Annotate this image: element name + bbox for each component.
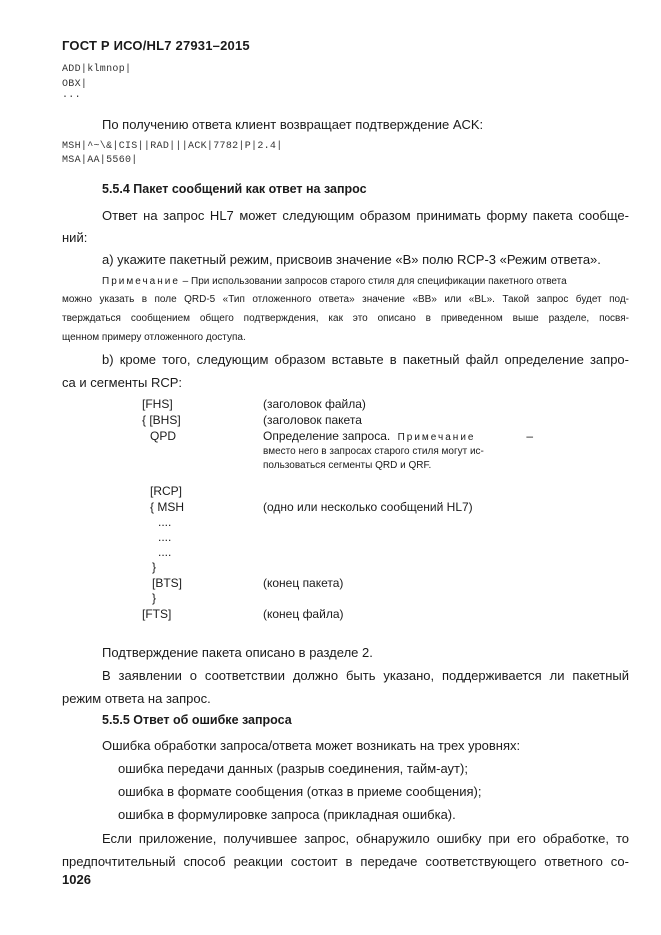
segment-label: { MSH bbox=[150, 500, 185, 514]
paragraph-line: Подтверждение пакета описано в разделе 2. bbox=[102, 645, 373, 660]
document-header: ГОСТ Р ИСО/HL7 27931–2015 bbox=[62, 38, 250, 53]
note-line: можно указать в поле QRD-5 «Тип отложенного ответа» значение «BB» или «BL». Такой запрос будет под- bbox=[62, 294, 629, 305]
qpd-note-dash: – bbox=[526, 429, 533, 443]
error-level-item: ошибка в формате сообщения (отказ в приеме сообщения); bbox=[118, 784, 482, 799]
segment-label: QPD bbox=[150, 429, 177, 443]
paragraph-line: са и сегменты RCP: bbox=[62, 375, 183, 390]
segment-description: (заголовок файла) bbox=[263, 397, 366, 411]
list-item-a: а) укажите пакетный режим, присвоив значение «В» полю RCP-3 «Режим ответа». bbox=[102, 252, 601, 267]
segment-description: (одно или несколько сообщений HL7) bbox=[263, 500, 473, 514]
note-line bbox=[102, 273, 567, 291]
code-line: OBX| bbox=[62, 79, 88, 90]
segment-label: { [BHS] bbox=[142, 413, 181, 427]
page-number: 1026 bbox=[62, 872, 91, 887]
list-item-b: b) кроме того, следующим образом вставьте в пакетный файл определение запро- bbox=[102, 352, 629, 367]
segment-label: .... bbox=[158, 515, 172, 529]
segment-label: .... bbox=[158, 545, 172, 559]
section-heading-5-5-4: 5.5.4 Пакет сообщений как ответ на запрос bbox=[102, 182, 367, 196]
segment-label: } bbox=[152, 591, 157, 605]
paragraph-line: Если приложение, получившее запрос, обнаружило ошибку при его обработке, то bbox=[102, 831, 629, 846]
segment-label: .... bbox=[158, 530, 172, 544]
segment-description: (конец файла) bbox=[263, 607, 344, 621]
note-line: тверждаться сообщением общего подтверждения, как это описано в приведенном выше разделе, посвя- bbox=[62, 313, 629, 324]
code-line: ... bbox=[62, 90, 81, 101]
error-level-item: ошибка передачи данных (разрыв соединения, тайм-аут); bbox=[118, 761, 468, 776]
segment-label: [RCP] bbox=[150, 484, 183, 498]
note-line: щенном примеру отложенного доступа. bbox=[62, 332, 246, 343]
segment-label: [FTS] bbox=[142, 607, 172, 621]
code-line: ADD|klmnop| bbox=[62, 64, 132, 75]
note-label: Примечание bbox=[102, 276, 180, 287]
paragraph-line: Ошибка обработки запроса/ответа может возникать на трех уровнях: bbox=[102, 738, 521, 753]
segment-label: [FHS] bbox=[142, 397, 173, 411]
qpd-description: Определение запроса. bbox=[263, 429, 391, 443]
qpd-note-line: вместо него в запросах старого стиля могут ис- bbox=[263, 446, 484, 457]
paragraph-line: Ответ на запрос HL7 может следующим образом принимать форму пакета сообще- bbox=[102, 208, 629, 223]
paragraph-line: режим ответа на запрос. bbox=[62, 691, 211, 706]
segment-label: [BTS] bbox=[152, 576, 183, 590]
code-line: MSH|^~\&|CIS||RAD|||ACK|7782|P|2.4| bbox=[62, 141, 283, 152]
paragraph-line: ний: bbox=[62, 230, 88, 245]
paragraph-ack: По получению ответа клиент возвращает подтверждение ACK: bbox=[102, 117, 484, 132]
segment-description: (конец пакета) bbox=[263, 576, 344, 590]
paragraph-line: предпочтительный способ реакции состоит в передаче соответствующего ответного со- bbox=[62, 854, 629, 869]
code-line: MSA|AA|5560| bbox=[62, 155, 138, 166]
segment-label: } bbox=[152, 560, 157, 574]
paragraph-line: В заявлении о соответствии должно быть указано, поддерживается ли пакетный bbox=[102, 668, 629, 683]
segment-description bbox=[263, 429, 533, 443]
qpd-note-line: пользоваться сегменты QRD и QRF. bbox=[263, 460, 432, 471]
section-heading-5-5-5: 5.5.5 Ответ об ошибке запроса bbox=[102, 713, 292, 727]
error-level-item: ошибка в формулировке запроса (прикладная ошибка). bbox=[118, 807, 456, 822]
qpd-note-label: Примечание bbox=[397, 432, 476, 443]
note-text: – При использовании запросов старого стиля для спецификации пакетного ответа bbox=[179, 276, 567, 287]
segment-description: (заголовок пакета bbox=[263, 413, 362, 427]
